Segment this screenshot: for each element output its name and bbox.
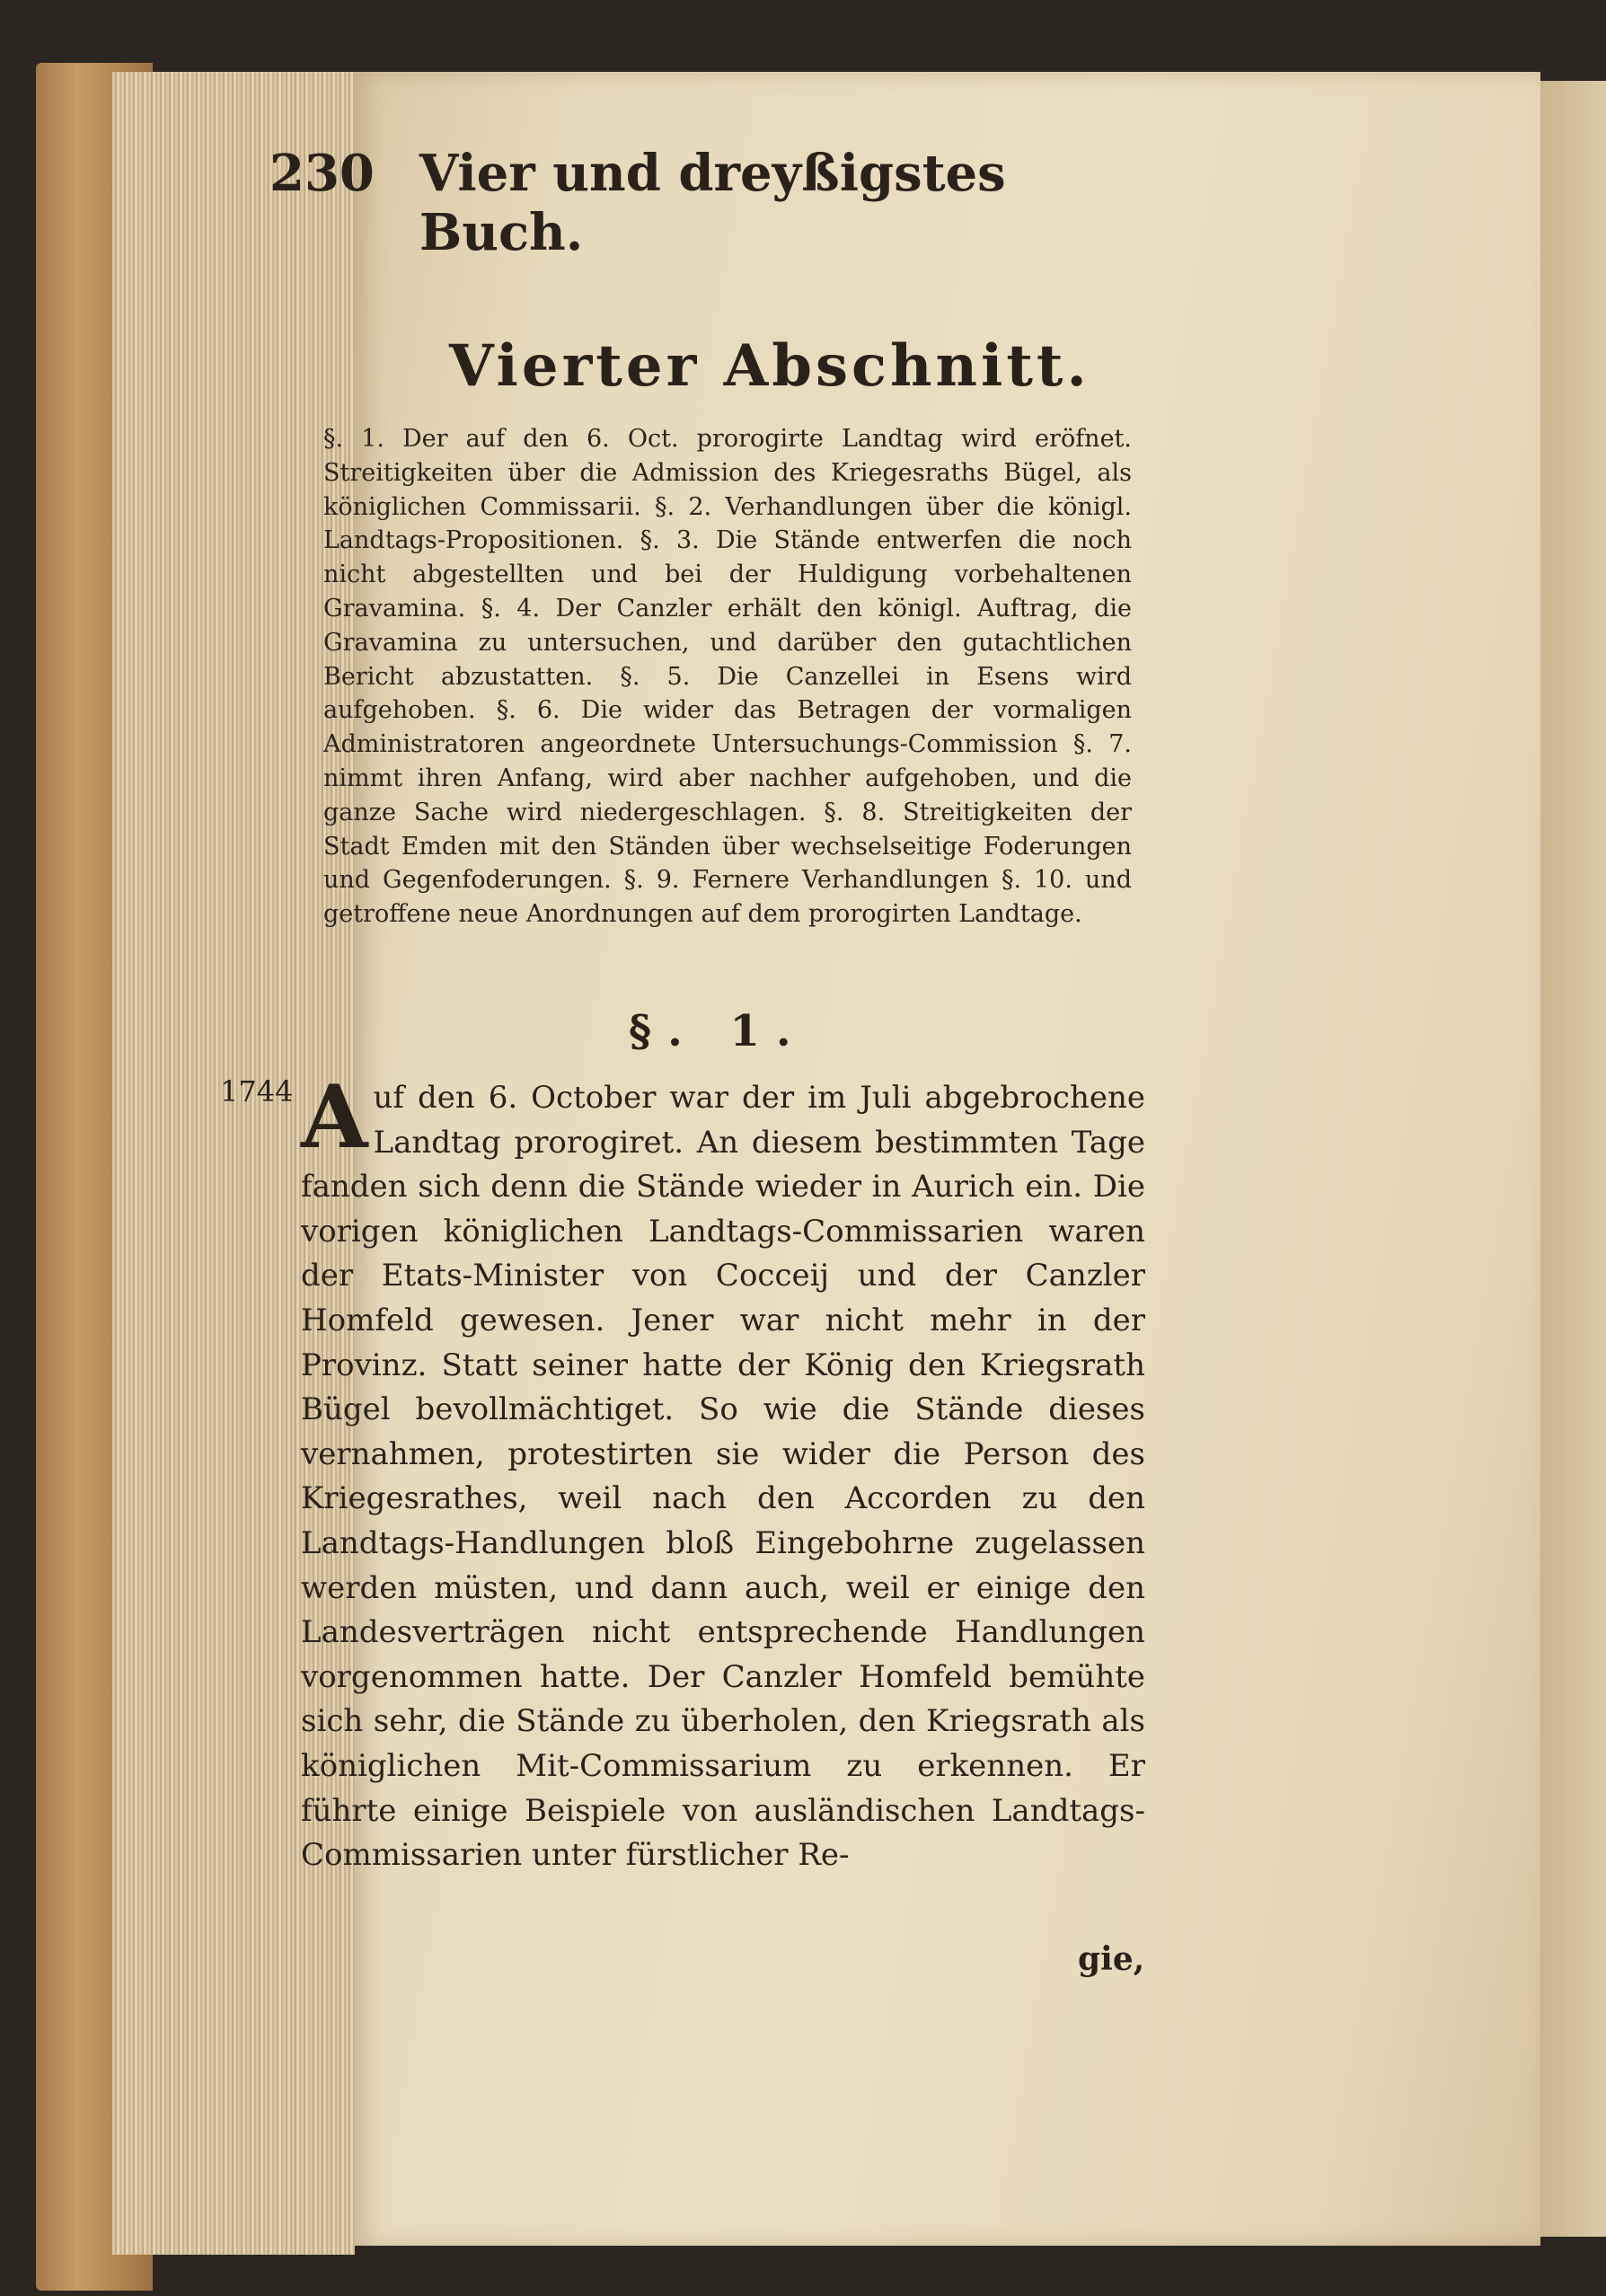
chapter-summary: §. 1. Der auf den 6. Oct. prorogirte Landtag wird eröfnet. Streitigkeiten über die Admission des Kriegesraths Bügel, als königlichen Commissarii. §. 2. Verhandlungen über die königl. Landtags-Propositionen. §. 3. Die Stände entwerfen die noch nicht abgestellten und bei der Huldigung vorbehaltenen Gravamina. §. 4. Der Canzler erhält den königl. Auftrag, die Gravamina zu untersuchen, und darüber den gutachtlichen Bericht abzustatten. §. 5. Die Canzellei in Esens wird aufgehoben. §. 6. Die wider das Betragen der vormaligen Administratoren angeordnete Untersuchungs-Commission §. 7. nimmt ihren Anfang, wird aber nachher aufgehoben, und die ganze Sache wird niedergeschlagen. §. 8. Streitigkeiten der Stadt Emden mit den Ständen über wechselseitige Foderungen und Gegenfoderungen. §. 9. Fernere Verhandlungen §. 10. und getroffene neue Anordnungen auf dem prorogirten Landtage. xyxy=(323,425,1132,929)
paragraph-mark: §. 1. xyxy=(629,1006,807,1056)
running-header xyxy=(269,144,1078,262)
drop-cap: A xyxy=(301,1066,368,1168)
margin-year: 1744 xyxy=(220,1074,294,1108)
facing-page-edge xyxy=(1540,81,1606,2237)
body-paragraph: uf den 6. October war der im Juli abgebrochene Landtag prorogiret. An diesem bestimmten Tage fanden sich denn die Stände wieder in Aurich ein. Die vorigen königlichen Landtags-Commissarien waren der Etats-Minister von Cocceij und der Canzler Homfeld gewesen. Jener war nicht mehr in der Provinz. Statt seiner hatte der König den Kriegsrath Bügel bevollmächtiget. So wie die Stände dieses vernahmen, protestirten sie wider die Person des Kriegesrathes, weil nach den Accorden zu den Landtags-Handlungen bloß Eingebohrne zugelassen werden müsten, und dann auch, weil er einige den Landesverträgen nicht entsprechende Handlungen vorgenommen hatte. Der Canzler Homfeld bemühte sich sehr, die Stände zu überholen, den Kriegsrath als königlichen Mit-Commissarium zu erkennen. Er führte einige Beispiele von ausländischen Landtags-Commissarien unter fürstlicher Re- xyxy=(301,1080,1145,1874)
page-number: 230 xyxy=(269,144,375,203)
body-text xyxy=(301,1066,1145,1878)
catchword: gie, xyxy=(1078,1940,1145,1978)
running-title: Vier und dreyßigstes Buch. xyxy=(419,144,1006,262)
section-title: Vierter Abschnitt. xyxy=(449,332,1090,400)
